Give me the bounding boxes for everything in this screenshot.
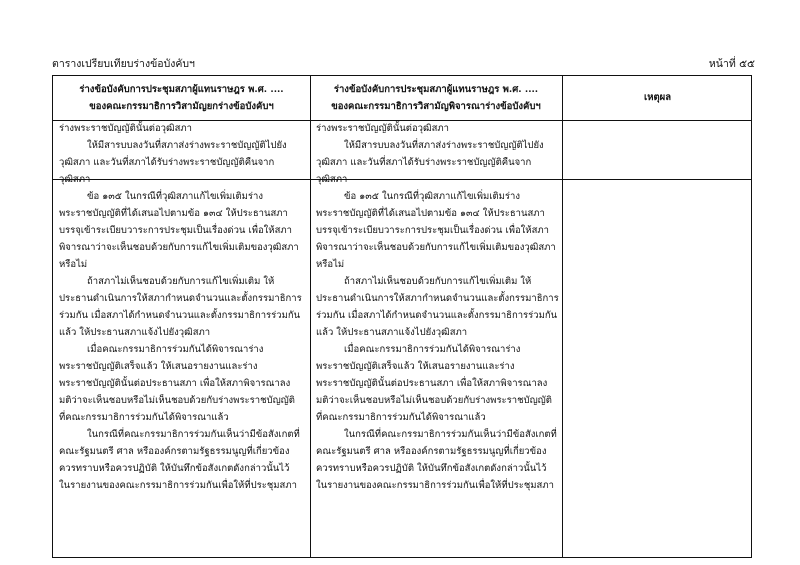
header-middle-line-1: ร่างข้อบังคับการประชุมสภาผู้แทนราษฎร พ.ศ. .... xyxy=(333,84,539,95)
text-line: วุฒิสภา และวันที่สภาได้รับร่างพระราชบัญญัติคืนจาก xyxy=(316,157,532,168)
text-line: แล้ว ให้ประธานสภาแจ้งไปยังวุฒิสภา xyxy=(316,327,468,338)
text-line: ถ้าสภาไม่เห็นชอบด้วยกับการแก้ไขเพิ่มเติม ให้ xyxy=(344,276,532,287)
text-line: พิจารณาว่าจะเห็นชอบด้วยกับการแก้ไขเพิ่มเติมของวุฒิสภา xyxy=(59,242,299,253)
comparison-table xyxy=(52,75,752,558)
header-middle-line-2: ของคณะกรรมาธิการวิสามัญพิจารณาร่างข้อบังคับฯ xyxy=(331,101,541,112)
text-line: พระราชบัญญัติเสร็จแล้ว ให้เสนอรายงานและร่าง xyxy=(316,361,515,372)
text-line: พระราชบัญญัติเสร็จแล้ว ให้เสนอรายงานและร่าง xyxy=(59,361,258,372)
text-line: วุฒิสภา และวันที่สภาได้รับร่างพระราชบัญญัติคืนจาก xyxy=(59,157,275,168)
header-left xyxy=(53,81,310,115)
page-header xyxy=(52,55,755,73)
text-line: บรรจุเข้าระเบียบวาระการประชุมเป็นเรื่องด่วน เพื่อให้สภา xyxy=(316,225,549,236)
main-block-left xyxy=(59,188,307,494)
text-line: ที่คณะกรรมาธิการร่วมกันได้พิจารณาแล้ว xyxy=(316,412,486,423)
text-line: มติว่าจะเห็นชอบหรือไม่เห็นชอบด้วยกับร่างพระราชบัญญัติ xyxy=(59,395,295,406)
text-line: แล้ว ให้ประธานสภาแจ้งไปยังวุฒิสภา xyxy=(59,327,211,338)
text-line: พระราชบัญญัติที่ได้เสนอไปตามข้อ ๑๓๔ ให้ประธานสภา xyxy=(316,208,545,219)
text-line: พิจารณาว่าจะเห็นชอบด้วยกับการแก้ไขเพิ่มเติมของวุฒิสภา xyxy=(316,242,556,253)
page-number: หน้าที่ ๕๕ xyxy=(708,58,755,70)
column-divider-2 xyxy=(562,76,563,557)
top-block-middle xyxy=(316,120,560,188)
text-line: ข้อ ๑๓๕ ในกรณีที่วุฒิสภาแก้ไขเพิ่มเติมร่าง xyxy=(344,191,521,202)
text-line: มติว่าจะเห็นชอบหรือไม่เห็นชอบด้วยกับร่างพระราชบัญญัติ xyxy=(316,395,552,406)
document-title: ตารางเปรียบเทียบร่างข้อบังคับฯ xyxy=(52,58,195,70)
header-left-line-2: ของคณะกรรมาธิการวิสามัญยกร่างข้อบังคับฯ xyxy=(89,101,274,112)
top-block-left xyxy=(59,120,307,188)
text-line: ประธานดำเนินการให้สภากำหนดจำนวนและตั้งกรรมาธิการ xyxy=(316,293,559,304)
text-line: ร่างพระราชบัญญัตินั้นต่อวุฒิสภา xyxy=(316,123,449,134)
text-line: คณะรัฐมนตรี ศาล หรือองค์กรตามรัฐธรรมนูญที่เกี่ยวข้อง xyxy=(59,446,290,457)
text-line: ในรายงานของคณะกรรมาธิการร่วมกันเพื่อให้ที่ประชุมสภา xyxy=(59,480,297,491)
text-line: หรือไม่ xyxy=(316,259,345,270)
header-left-line-1: ร่างข้อบังคับการประชุมสภาผู้แทนราษฎร พ.ศ. .... xyxy=(79,84,284,95)
text-line: เมื่อคณะกรรมาธิการร่วมกันได้พิจารณาร่าง xyxy=(87,344,264,355)
header-middle xyxy=(310,81,562,115)
text-line: ถ้าสภาไม่เห็นชอบด้วยกับการแก้ไขเพิ่มเติม ให้ xyxy=(87,276,275,287)
column-divider-1 xyxy=(310,76,311,557)
text-line: หรือไม่ xyxy=(59,259,88,270)
text-line: ในกรณีที่คณะกรรมาธิการร่วมกันเห็นว่ามีข้อสังเกตที่ xyxy=(87,429,300,440)
main-block-middle xyxy=(316,188,560,494)
text-line: พระราชบัญญัตินั้นต่อประธานสภา เพื่อให้สภาพิจารณาลง xyxy=(316,378,548,389)
text-line: วุฒิสภา xyxy=(59,174,91,185)
text-line: เมื่อคณะกรรมาธิการร่วมกันได้พิจารณาร่าง xyxy=(344,344,521,355)
text-line: ที่คณะกรรมาธิการร่วมกันได้พิจารณาแล้ว xyxy=(59,412,229,423)
text-line: คณะรัฐมนตรี ศาล หรือองค์กรตามรัฐธรรมนูญที่เกี่ยวข้อง xyxy=(316,446,547,457)
text-line: ประธานดำเนินการให้สภากำหนดจำนวนและตั้งกรรมาธิการ xyxy=(59,293,302,304)
text-line: ให้มีสารบบลงวันที่สภาส่งร่างพระราชบัญญัติไปยัง xyxy=(87,140,287,151)
text-line: ร่วมกัน เมื่อสภาได้กำหนดจำนวนและตั้งกรรมาธิการร่วมกัน xyxy=(316,310,558,321)
text-line: ร่วมกัน เมื่อสภาได้กำหนดจำนวนและตั้งกรรมาธิการร่วมกัน xyxy=(59,310,301,321)
text-line: พระราชบัญญัตินั้นต่อประธานสภา เพื่อให้สภาพิจารณาลง xyxy=(59,378,291,389)
text-line: ควรทราบหรือควรปฏิบัติ ให้บันทึกข้อสังเกตดังกล่าวนั้นไว้ xyxy=(59,463,290,474)
text-line: วุฒิสภา xyxy=(316,174,348,185)
text-line: ร่างพระราชบัญญัตินั้นต่อวุฒิสภา xyxy=(59,123,192,134)
text-line: ให้มีสารบบลงวันที่สภาส่งร่างพระราชบัญญัติไปยัง xyxy=(344,140,544,151)
text-line: ควรทราบหรือควรปฏิบัติ ให้บันทึกข้อสังเกตดังกล่าวนั้นไว้ xyxy=(316,463,547,474)
text-line: ข้อ ๑๓๕ ในกรณีที่วุฒิสภาแก้ไขเพิ่มเติมร่าง xyxy=(87,191,264,202)
header-reason: เหตุผล xyxy=(643,92,672,103)
text-line: ในกรณีที่คณะกรรมาธิการร่วมกันเห็นว่ามีข้อสังเกตที่ xyxy=(344,429,557,440)
text-line: ในรายงานของคณะกรรมาธิการร่วมกันเพื่อให้ที่ประชุมสภา xyxy=(316,480,554,491)
text-line: พระราชบัญญัติที่ได้เสนอไปตามข้อ ๑๓๔ ให้ประธานสภา xyxy=(59,208,288,219)
text-line: บรรจุเข้าระเบียบวาระการประชุมเป็นเรื่องด่วน เพื่อให้สภา xyxy=(59,225,292,236)
